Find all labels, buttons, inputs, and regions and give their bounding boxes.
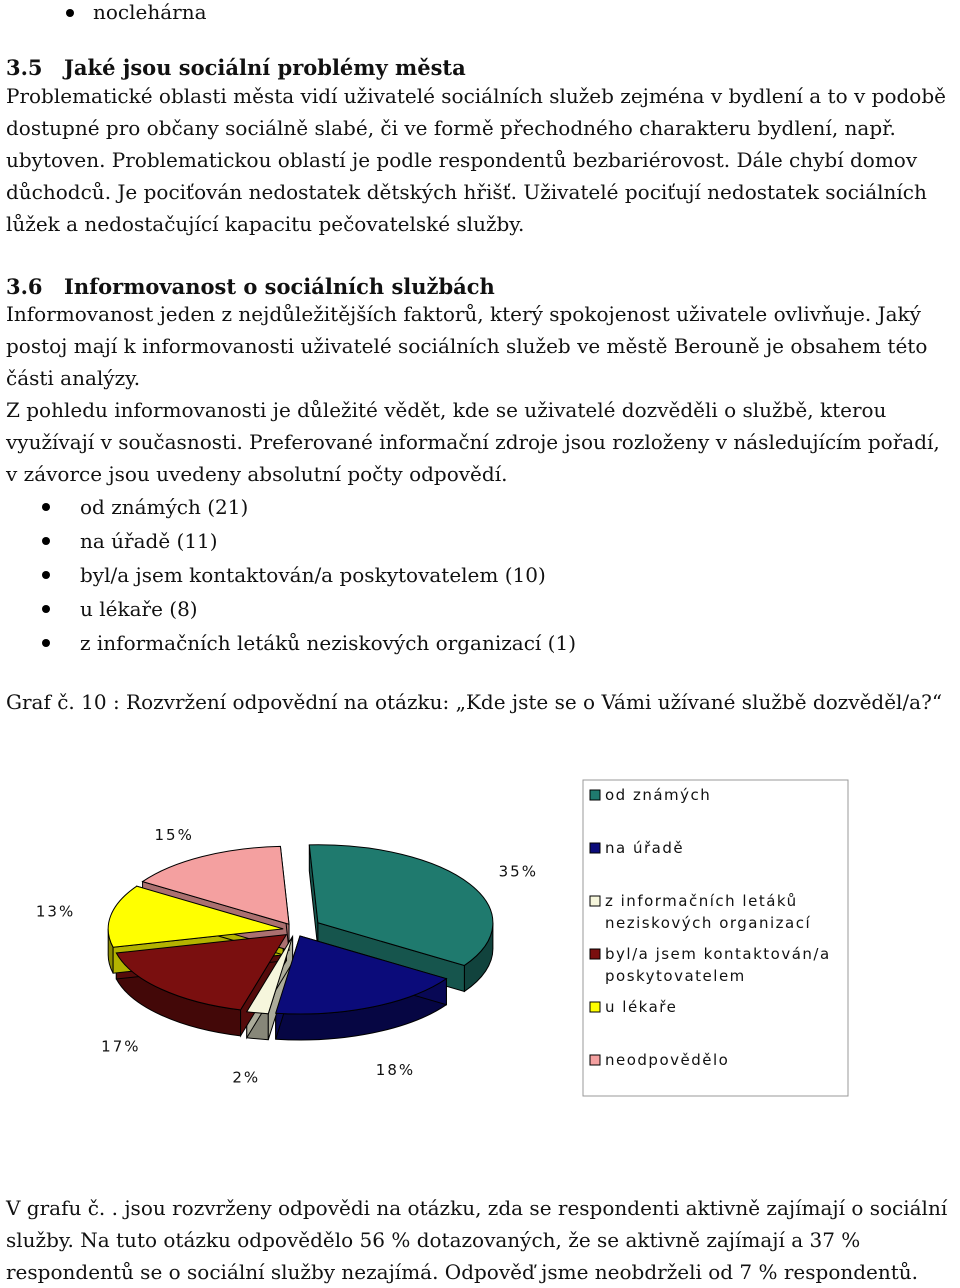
body-line: V grafu č. . jsou rozvrženy odpovědi na otázku, zda se respondenti aktivně zajímají o sociální bbox=[6, 1196, 948, 1220]
section-number: 3.5 bbox=[6, 55, 43, 80]
legend-entry: neziskových organizací bbox=[605, 914, 812, 932]
legend-swatch bbox=[590, 949, 600, 959]
body-line: služby. Na tuto otázku odpovědělo 56 % dotazovaných, že se aktivně zajímají a 37 % bbox=[6, 1228, 861, 1252]
list-item-label: od známých (21) bbox=[80, 495, 249, 519]
body-line: postoj mají k informovanosti uživatelé sociálních služeb ve městě Berouně je obsahem této bbox=[6, 334, 928, 358]
body-line: části analýzy. bbox=[6, 366, 141, 390]
section-heading-3-6 bbox=[6, 273, 495, 301]
bullet-icon bbox=[42, 571, 50, 579]
list-item bbox=[0, 558, 950, 592]
closing-paragraph bbox=[6, 1192, 956, 1288]
body-line: dostupné pro občany sociálně slabé, či ve formě přechodného charakteru bydlení, např. bbox=[6, 116, 896, 140]
body-line: lůžek a nedostačující kapacitu pečovatelské služby. bbox=[6, 212, 525, 236]
bullet-icon bbox=[42, 639, 50, 647]
list-item bbox=[0, 524, 950, 558]
list-item bbox=[0, 592, 950, 626]
bullet-icon bbox=[42, 537, 50, 545]
pie-plot-area bbox=[108, 845, 493, 1040]
legend-swatch bbox=[590, 790, 600, 800]
data-label: 17% bbox=[101, 1037, 141, 1056]
legend-swatch bbox=[590, 896, 600, 906]
top-list-item bbox=[0, 0, 400, 26]
list-item-label: byl/a jsem kontaktován/a poskytovatelem (10) bbox=[80, 563, 546, 587]
body-line: Z pohledu informovanosti je důležité vědět, kde se uživatelé dozvěděli o službě, kterou bbox=[6, 398, 887, 422]
body-line: respondentů se o sociální služby nezajímá. Odpověď jsme neobdrželi od 7 % respondentů. bbox=[6, 1260, 919, 1284]
section-title: Jaké jsou sociální problémy města bbox=[64, 55, 466, 80]
data-label: 13% bbox=[35, 902, 76, 921]
legend-entry: poskytovatelem bbox=[605, 967, 746, 985]
list-item-label: z informačních letáků neziskových organizací (1) bbox=[80, 631, 576, 655]
list-item-label: na úřadě (11) bbox=[80, 529, 218, 553]
top-list-item-label: noclehárna bbox=[93, 0, 207, 24]
section-number: 3.6 bbox=[6, 274, 43, 299]
list-item bbox=[0, 490, 950, 524]
data-label: 18% bbox=[375, 1060, 416, 1079]
legend-entry: neodpovědělo bbox=[605, 1051, 730, 1069]
legend-swatch bbox=[590, 1055, 600, 1065]
chart-caption: Graf č. 10 : Rozvržení odpovědní na otázku: „Kde jste se o Vámi užívané službě dozvěděl/a?“ bbox=[6, 690, 943, 714]
bullet-icon bbox=[42, 503, 50, 511]
pie-chart bbox=[0, 760, 960, 1120]
legend-swatch bbox=[590, 1002, 600, 1012]
section-3-5-body bbox=[6, 80, 956, 240]
body-line: využívají v současnosti. Preferované informační zdroje jsou rozloženy v následujícím pořadí, bbox=[6, 430, 940, 454]
body-line: v závorce jsou uvedeny absolutní počty odpovědí. bbox=[6, 462, 508, 486]
section-heading-3-5 bbox=[6, 54, 466, 82]
body-line: ubytoven. Problematickou oblastí je podle respondentů bezbariérovost. Dále chybí domov bbox=[6, 148, 918, 172]
section-3-6-body bbox=[6, 298, 956, 490]
data-label: 35% bbox=[498, 862, 538, 881]
legend-swatch bbox=[590, 843, 600, 853]
section-title: Informovanost o sociálních službách bbox=[64, 274, 495, 299]
legend-entry: od známých bbox=[605, 786, 712, 804]
chart-legend bbox=[583, 780, 848, 1096]
bullet-icon bbox=[66, 9, 74, 17]
data-label: 15% bbox=[154, 825, 194, 844]
legend-entry: z informačních letáků bbox=[605, 892, 798, 910]
data-label: 2% bbox=[232, 1068, 261, 1087]
list-item-label: u lékaře (8) bbox=[80, 597, 198, 621]
sources-list bbox=[0, 490, 950, 660]
body-line: důchodců. Je pociťován nedostatek dětských hřišť. Uživatelé pociťují nedostatek sociálních bbox=[6, 180, 927, 204]
legend-entry: u lékaře bbox=[605, 998, 678, 1016]
legend-entry: byl/a jsem kontaktován/a bbox=[605, 945, 831, 963]
body-line: Informovanost jeden z nejdůležitějších faktorů, který spokojenost uživatele ovlivňuje. Jaký bbox=[6, 302, 921, 326]
list-item bbox=[0, 626, 950, 660]
body-line: Problematické oblasti města vidí uživatelé sociálních služeb zejména v bydlení a to v podobě bbox=[6, 84, 946, 108]
bullet-icon bbox=[42, 605, 50, 613]
legend-entry: na úřadě bbox=[605, 839, 685, 857]
legend-frame bbox=[583, 780, 848, 1096]
